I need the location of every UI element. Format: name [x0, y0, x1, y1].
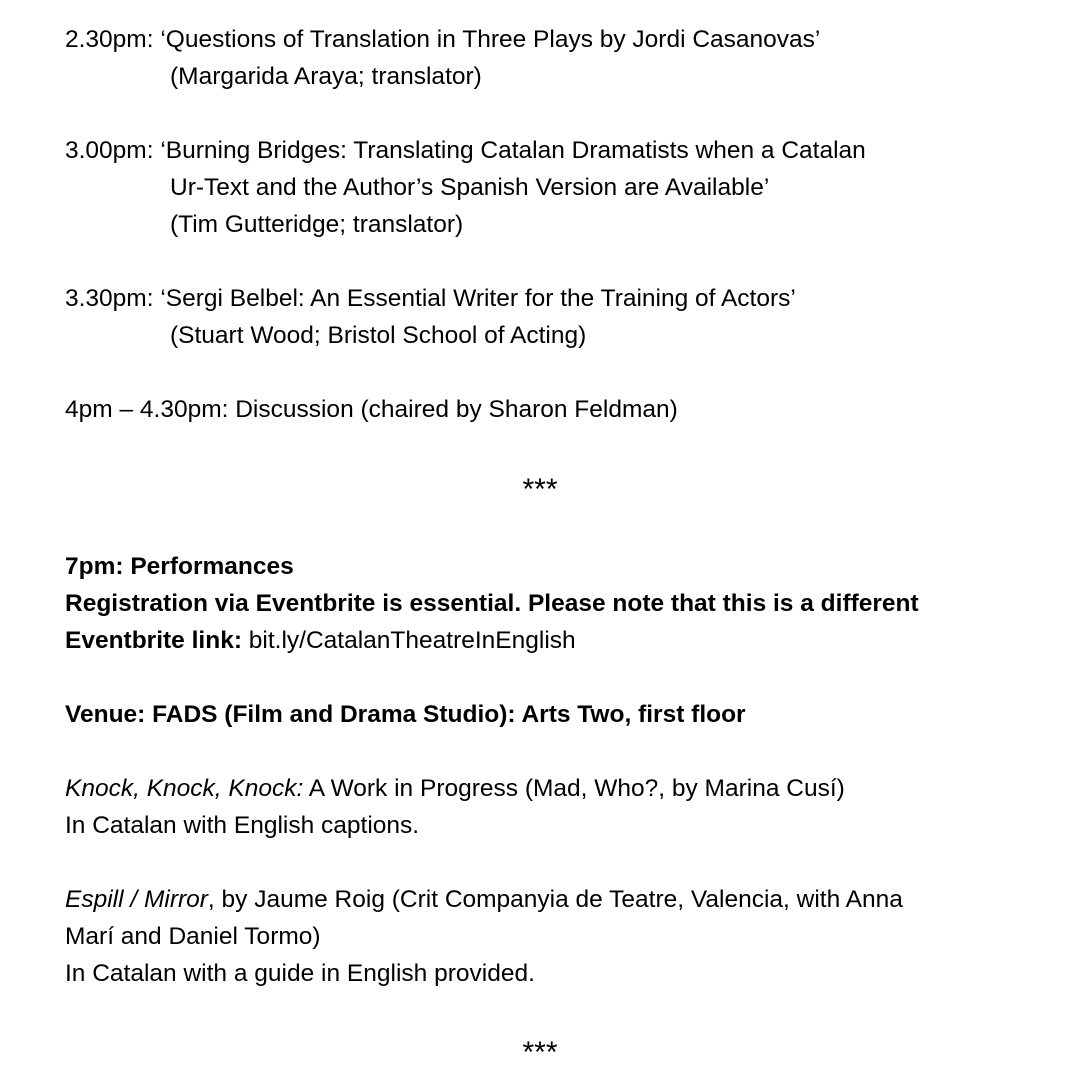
performances-heading: 7pm: Performances [65, 553, 294, 580]
registration-link[interactable]: bit.ly/CatalanTheatreInEnglish [248, 627, 576, 654]
talk-3-title: ‘Sergi Belbel: An Essential Writer for the Training of Actors’ [160, 285, 796, 312]
performance-2-details-line-2: Marí and Daniel Tormo) [65, 923, 321, 950]
talk-2-title-part-1: ‘Burning Bridges: Translating Catalan Dramatists when a Catalan [160, 137, 866, 164]
performance-2-title-line [65, 888, 903, 913]
performance-2-details: , by Jaume Roig (Crit Companyia de Teatre, Valencia, with Anna [207, 886, 903, 913]
discussion-line: 4pm – 4.30pm: Discussion (chaired by Sharon Feldman) [65, 396, 678, 423]
venue-line: Venue: FADS (Film and Drama Studio): Arts Two, first floor [65, 701, 746, 728]
registration-line-1: Registration via Eventbrite is essential. Please note that this is a different [65, 590, 919, 617]
performance-2-title: Espill / Mirror [65, 886, 208, 913]
talk-1-title-line [65, 28, 820, 53]
talk-1-title: ‘Questions of Translation in Three Plays by Jordi Casanovas’ [160, 26, 821, 53]
talk-1-time: 2.30pm: [65, 26, 154, 53]
talk-1-speaker: (Margarida Araya; translator) [170, 63, 482, 90]
talk-2-title-line [65, 139, 866, 164]
separator-bottom: *** [522, 1036, 558, 1069]
talk-3-title-line [65, 287, 796, 312]
performance-1-details: A Work in Progress (Mad, Who?, by Marina Cusí) [303, 775, 845, 802]
talk-2-time: 3.00pm: [65, 137, 154, 164]
performance-2-note: In Catalan with a guide in English provided. [65, 960, 535, 987]
performance-1-title: Knock, Knock, Knock: [65, 775, 304, 802]
talk-3-speaker: (Stuart Wood; Bristol School of Acting) [170, 322, 587, 349]
registration-line-2 [65, 629, 576, 654]
registration-link-label: Eventbrite link: [65, 627, 242, 654]
performance-1-title-line [65, 777, 845, 802]
performance-1-note: In Catalan with English captions. [65, 812, 420, 839]
talk-3-time: 3.30pm: [65, 285, 154, 312]
talk-2-speaker: (Tim Gutteridge; translator) [170, 211, 464, 238]
separator-top: *** [522, 473, 558, 506]
talk-2-title-part-2: Ur-Text and the Author’s Spanish Version are Available’ [170, 174, 770, 201]
